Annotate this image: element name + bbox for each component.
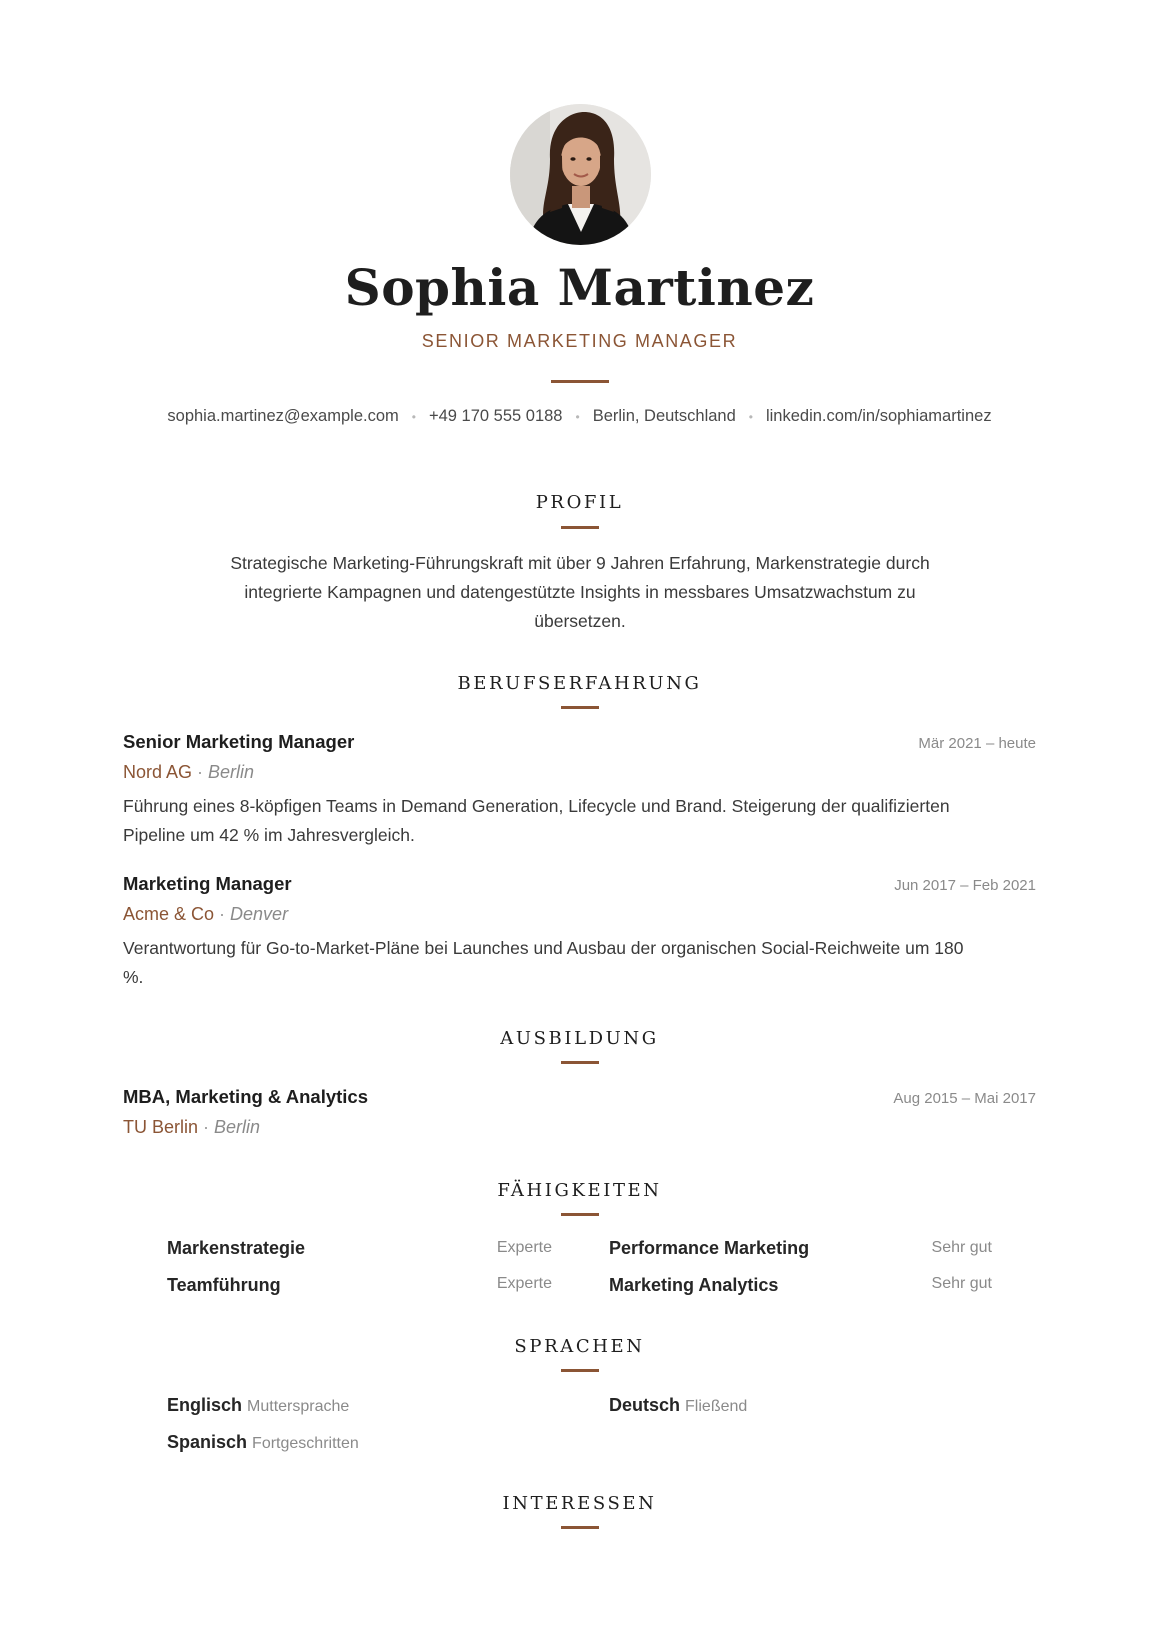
description-line: Pipeline um 42 % im Jahresvergleich. (123, 825, 415, 845)
education-date: Aug 2015 – Mai 2017 (893, 1090, 1036, 1107)
language-name: Spanisch (167, 1432, 248, 1452)
profile-summary (180, 549, 980, 636)
education-title: MBA, Marketing & Analytics (123, 1086, 368, 1107)
profile-line: integrierte Kampagnen und datengestützte Insights in messbares Umsatzwachstum zu (244, 582, 916, 602)
contact-separator: • (575, 409, 580, 424)
language-item (609, 1394, 747, 1418)
section-heading-profile: PROFIL (535, 492, 624, 513)
experience-location: Denver (230, 904, 289, 924)
language-name: Englisch (167, 1395, 243, 1415)
experience-description (123, 792, 1043, 850)
description-line: Verantwortung für Go-to-Market-Pläne bei Launches und Ausbau der organischen Social-Reichweite um 180 (123, 938, 964, 958)
language-level: Muttersprache (247, 1398, 350, 1415)
experience-company: Nord AG (123, 762, 193, 782)
section-divider (561, 526, 599, 529)
candidate-name: Sophia Martinez (344, 258, 815, 317)
language-level: Fließend (685, 1398, 748, 1415)
experience-company: Acme & Co (123, 904, 215, 924)
contact-line (0, 406, 1159, 427)
education-school: TU Berlin (123, 1117, 199, 1137)
language-item (167, 1394, 349, 1418)
skill-level: Sehr gut (931, 1239, 992, 1256)
skill-name: Marketing Analytics (609, 1275, 779, 1295)
contact-separator: • (748, 409, 753, 424)
skill-level: Experte (496, 1275, 552, 1292)
description-line: %. (123, 967, 144, 987)
contact-location: Berlin, Deutschland (592, 407, 736, 425)
language-level: Fortgeschritten (252, 1435, 359, 1452)
skill-name: Markenstrategie (167, 1238, 306, 1258)
section-heading-skills: FÄHIGKEITEN (497, 1180, 662, 1201)
section-heading-experience: BERUFSERFAHRUNG (457, 673, 702, 694)
skill-name: Performance Marketing (609, 1238, 810, 1258)
experience-title: Senior Marketing Manager (123, 731, 355, 752)
title-divider (551, 380, 609, 383)
section-divider (561, 1526, 599, 1529)
profile-line: Strategische Marketing-Führungskraft mit über 9 Jahren Erfahrung, Markenstrategie durch (230, 553, 930, 573)
section-heading-languages: SPRACHEN (514, 1336, 645, 1357)
experience-title: Marketing Manager (123, 873, 292, 894)
section-divider (561, 1061, 599, 1064)
contact-linkedin[interactable]: linkedin.com/in/sophiamartinez (765, 407, 992, 425)
profile-photo (510, 104, 651, 245)
skill-level: Sehr gut (931, 1275, 992, 1292)
experience-date: Mär 2021 – heute (918, 735, 1036, 752)
job-title: SENIOR MARKETING MANAGER (421, 331, 738, 351)
language-name: Deutsch (609, 1395, 681, 1415)
experience-location: Berlin (208, 762, 255, 782)
section-divider (561, 1369, 599, 1372)
contact-separator: • (411, 409, 416, 424)
education-school-line: TU Berlin · Berlin (123, 1117, 261, 1137)
experience-date: Jun 2017 – Feb 2021 (894, 877, 1036, 894)
experience-description (123, 934, 1043, 992)
section-divider (561, 1213, 599, 1216)
skill-name: Teamführung (167, 1275, 281, 1295)
description-line: Führung eines 8-köpfigen Teams in Demand Generation, Lifecycle und Brand. Steigerung der qualifizierten (123, 796, 950, 816)
experience-company-line: Nord AG · Berlin (123, 762, 255, 782)
profile-line: übersetzen. (534, 611, 626, 631)
contact-phone[interactable]: +49 170 555 0188 (428, 407, 563, 425)
portrait-illustration (510, 104, 651, 245)
education-location: Berlin (214, 1117, 261, 1137)
experience-company-line: Acme & Co · Denver (123, 904, 289, 924)
section-divider (561, 706, 599, 709)
contact-email[interactable]: sophia.martinez@example.com (167, 407, 399, 425)
section-heading-education: AUSBILDUNG (500, 1028, 659, 1049)
section-heading-interests: INTERESSEN (502, 1493, 657, 1514)
language-item (167, 1431, 359, 1455)
skill-level: Experte (496, 1239, 552, 1256)
